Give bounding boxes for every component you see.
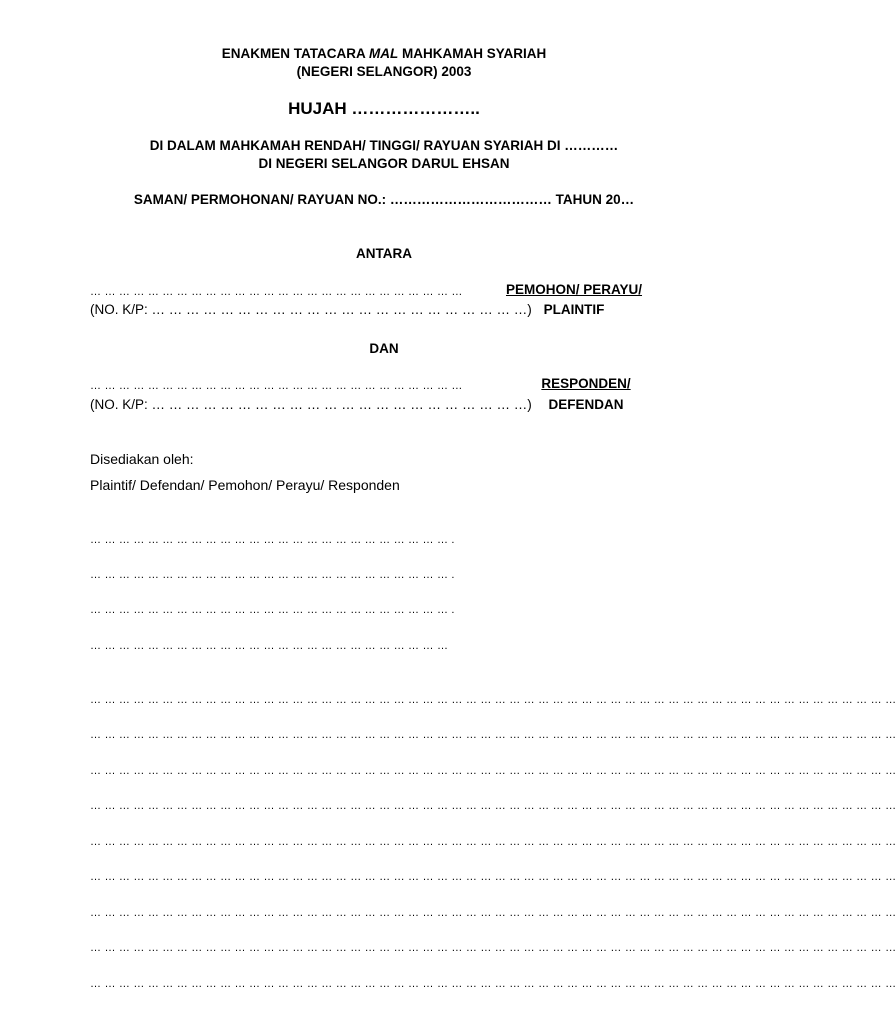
case-number-line: SAMAN/ PERMOHONAN/ RAYUAN NO.: ……………………………… TAHUN 20…	[133, 192, 635, 207]
body-line: … … … … … … … … … … … … … … … … … … … … … … … … … … … … … … … … … … … … … … … … … … … … … … … … … … … … … … … …	[90, 800, 896, 812]
address-line: … … … … … … … … … … … … … … … … … … … … … … … … … .	[90, 534, 455, 546]
party2-name-field: … … … … … … … … … … … … … … … … … … … … … … … … … …	[90, 380, 463, 392]
party1-name-field: … … … … … … … … … … … … … … … … … … … … … … … … … …	[90, 286, 463, 298]
body-line: … … … … … … … … … … … … … … … … … … … … … … … … … … … … … … … … … … … … … … … … … … … … … … … … … … … … … … … …	[90, 765, 896, 777]
body-line: … … … … … … … … … … … … … … … … … … … … … … … … … … … … … … … … … … … … … … … … … … … … … … … … … … … … … … … …	[90, 942, 896, 954]
address-line: … … … … … … … … … … … … … … … … … … … … … … … … …	[90, 640, 449, 652]
body-line: … … … … … … … … … … … … … … … … … … … … … … … … … … … … … … … … … … … … … … … … … … … … … … … … … … … … … … … …	[90, 978, 896, 990]
body-line: … … … … … … … … … … … … … … … … … … … … … … … … … … … … … … … … … … … … … … … … … … … … … … … … … … … … … … … …	[90, 694, 896, 706]
hujah-heading: HUJAH …………………..	[288, 99, 480, 118]
dan-label: DAN	[369, 341, 399, 356]
party1-role-line2: PLAINTIF	[543, 302, 605, 317]
enactment-title-suffix: MAHKAMAH SYARIAH	[398, 46, 547, 61]
enactment-title-line1	[0, 46, 768, 61]
court-line2: DI NEGERI SELANGOR DARUL EHSAN	[258, 156, 510, 171]
body-line: … … … … … … … … … … … … … … … … … … … … … … … … … … … … … … … … … … … … … … … … … … … … … … … … … … … … … … … …	[90, 907, 896, 919]
body-line: … … … … … … … … … … … … … … … … … … … … … … … … … … … … … … … … … … … … … … … … … … … … … … … … … … … … … … … …	[90, 871, 896, 883]
party1-ic-field: (NO. K/P: … … … … … … … … … … … … … … … … … … … … … …)	[90, 302, 532, 317]
enactment-title-line2: (NEGERI SELANGOR) 2003	[296, 64, 472, 79]
address-line: … … … … … … … … … … … … … … … … … … … … … … … … … .	[90, 604, 455, 616]
body-line: … … … … … … … … … … … … … … … … … … … … … … … … … … … … … … … … … … … … … … … … … … … … … … … … … … … … … … … …	[90, 729, 896, 741]
address-line: … … … … … … … … … … … … … … … … … … … … … … … … … .	[90, 569, 455, 581]
body-line: … … … … … … … … … … … … … … … … … … … … … … … … … … … … … … … … … … … … … … … … … … … … … … … … … … … … … … … …	[90, 836, 896, 848]
prepared-by-options: Plaintif/ Defendan/ Pemohon/ Perayu/ Responden	[90, 477, 400, 493]
prepared-by-label: Disediakan oleh:	[90, 451, 194, 467]
court-line1: DI DALAM MAHKAMAH RENDAH/ TINGGI/ RAYUAN SYARIAH DI …………	[149, 138, 619, 153]
party2-role-line2: DEFENDAN	[548, 397, 624, 412]
party1-role-line1: PEMOHON/ PERAYU/	[505, 282, 643, 297]
enactment-title-prefix: ENAKMEN TATACARA	[221, 46, 369, 61]
antara-label: ANTARA	[356, 246, 412, 261]
enactment-title-italic: MAL	[368, 46, 399, 61]
party2-role-line1: RESPONDEN/	[541, 376, 631, 391]
party2-ic-field: (NO. K/P: … … … … … … … … … … … … … … … … … … … … … …)	[90, 397, 532, 412]
